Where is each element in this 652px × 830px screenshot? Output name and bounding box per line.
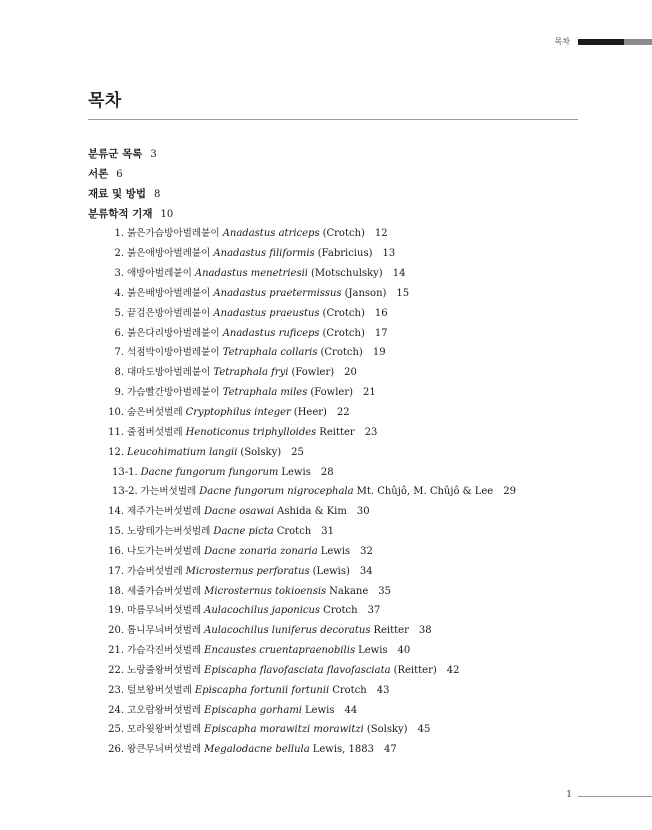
toc-author: Crotch bbox=[276, 526, 312, 538]
toc-species-entry[interactable] bbox=[88, 383, 588, 403]
header-bar-dark bbox=[578, 39, 624, 45]
toc-author: Crotch bbox=[323, 605, 358, 617]
toc-korean-name: 모라윗왕버섯벌레 bbox=[127, 724, 202, 736]
toc-species-entry[interactable] bbox=[88, 701, 588, 721]
toc-entry-number: 16. bbox=[108, 545, 124, 557]
toc-korean-name: 톱니무늬버섯벌레 bbox=[127, 625, 202, 637]
toc-entry-number: 9. bbox=[114, 387, 124, 399]
toc-page-number: 6 bbox=[116, 168, 123, 180]
toc-species-entry[interactable] bbox=[88, 720, 588, 740]
toc-page-number: 30 bbox=[356, 506, 370, 518]
toc-author: Reitter bbox=[373, 625, 409, 637]
toc-page-number: 28 bbox=[320, 466, 334, 478]
toc-entry-number: 25. bbox=[108, 724, 124, 736]
toc-page-number: 10 bbox=[160, 208, 174, 220]
toc-author: (Solsky) bbox=[366, 724, 408, 736]
toc-page-number: 29 bbox=[503, 486, 516, 498]
toc-scientific-name: Episcapha fortunii fortunii bbox=[194, 684, 330, 696]
toc-author: (Solsky) bbox=[240, 446, 282, 458]
toc-section-label: 서론 bbox=[88, 167, 109, 180]
toc-scientific-name: Episcapha morawitzi morawitzi bbox=[204, 724, 364, 736]
toc-species-entry[interactable] bbox=[88, 482, 588, 502]
toc-scientific-name: Tetraphala fryi bbox=[213, 367, 289, 379]
toc-section-label: 재료 및 방법 bbox=[88, 187, 147, 200]
toc-entry-number: 19. bbox=[108, 605, 124, 617]
toc-author: Lewis bbox=[305, 704, 335, 716]
toc-scientific-name: Anadastus praeustus bbox=[213, 307, 320, 319]
toc-author: (Crotch) bbox=[320, 347, 363, 359]
toc-section-label: 분류군 목록 bbox=[88, 148, 143, 160]
toc-species-entry[interactable] bbox=[88, 244, 588, 264]
toc-author: Reitter bbox=[319, 426, 355, 438]
toc-korean-name: 제주가는버섯벌레 bbox=[127, 506, 202, 518]
toc-scientific-name: Anadastus menetriesii bbox=[194, 268, 308, 280]
toc-author: (Crotch) bbox=[322, 307, 365, 319]
toc-page-number: 8 bbox=[154, 188, 161, 200]
toc-korean-name: 가는버섯벌레 bbox=[140, 486, 197, 498]
toc-page-number: 45 bbox=[417, 724, 431, 736]
toc-species-entry[interactable] bbox=[88, 641, 588, 661]
toc-entry-number: 15. bbox=[108, 526, 124, 538]
toc-page-number: 35 bbox=[378, 585, 391, 597]
toc-page-number: 25 bbox=[291, 446, 304, 458]
toc-entry-number: 22. bbox=[108, 664, 124, 676]
toc-entry-number: 13-1. bbox=[112, 466, 138, 478]
toc-page-number: 42 bbox=[446, 664, 460, 676]
toc-page-number: 12 bbox=[374, 228, 388, 240]
toc-section-entry[interactable] bbox=[88, 165, 588, 185]
toc-entry-number: 10. bbox=[108, 406, 124, 418]
toc-scientific-name: Aulacochilus luniferus decoratus bbox=[204, 625, 371, 637]
toc-korean-name: 고오람왕버섯벌레 bbox=[127, 704, 202, 716]
toc-section-label: 분류학적 기재 bbox=[88, 207, 153, 220]
toc-page-number: 16 bbox=[374, 307, 388, 319]
toc-scientific-name: Anadastus ruficeps bbox=[222, 327, 320, 339]
toc-korean-name: 가슴각진버섯벌레 bbox=[127, 645, 202, 657]
toc-page-number: 32 bbox=[360, 545, 373, 557]
toc-author: Mt. Chûjô, M. Chûjô & Lee bbox=[356, 486, 494, 498]
toc-section-entry[interactable] bbox=[88, 185, 588, 205]
toc-korean-name: 붉은가슴방아벌레붙이 bbox=[127, 228, 220, 240]
toc-author: Nakane bbox=[329, 585, 369, 597]
toc-scientific-name: Megalodacne bellula bbox=[204, 744, 310, 756]
toc-page-number: 34 bbox=[359, 565, 373, 577]
toc-korean-name: 세줄가슴버섯벌레 bbox=[127, 585, 202, 597]
toc-scientific-name: Microsternus perforatus bbox=[185, 565, 310, 577]
toc-species-entry[interactable] bbox=[88, 463, 588, 483]
toc-species-entry[interactable] bbox=[88, 740, 588, 760]
toc-scientific-name: Episcapha gorhami bbox=[204, 704, 303, 716]
toc-species-entry[interactable] bbox=[88, 601, 588, 621]
toc-page-number: 31 bbox=[321, 526, 334, 538]
toc-entry-number: 1. bbox=[114, 228, 124, 240]
toc-species-entry[interactable] bbox=[88, 284, 588, 304]
toc-page-number: 21 bbox=[363, 387, 376, 399]
toc-entry-number: 12. bbox=[108, 446, 124, 458]
running-header bbox=[555, 37, 652, 47]
toc-author: Lewis bbox=[320, 545, 351, 557]
toc-page-number: 19 bbox=[372, 347, 386, 359]
toc-korean-name: 털보왕버섯벌레 bbox=[127, 684, 192, 696]
toc-author: (Reitter) bbox=[393, 664, 437, 676]
toc-author: Ashida & Kim bbox=[277, 506, 347, 518]
toc-author: (Janson) bbox=[344, 287, 387, 299]
running-header-label: 목차 bbox=[554, 37, 570, 46]
toc-species-entry[interactable] bbox=[88, 224, 588, 244]
toc-section-entry[interactable] bbox=[88, 145, 588, 165]
toc-species-entry[interactable] bbox=[88, 343, 588, 363]
toc-korean-name: 숨은버섯벌레 bbox=[127, 406, 183, 418]
toc-entry-number: 18. bbox=[108, 585, 124, 597]
toc-scientific-name: Cryptophilus integer bbox=[185, 406, 291, 418]
toc-species-entry[interactable] bbox=[88, 681, 588, 701]
toc-species-entry[interactable] bbox=[88, 264, 588, 284]
toc-entry-number: 21. bbox=[108, 645, 124, 657]
toc-korean-name: 왕큰무늬버섯벌레 bbox=[127, 744, 202, 756]
toc-entry-number: 7. bbox=[114, 347, 124, 359]
toc-species-entry[interactable] bbox=[88, 522, 588, 542]
toc-species-entry[interactable] bbox=[88, 582, 588, 602]
toc-page-number: 44 bbox=[344, 704, 358, 716]
toc-page-number: 23 bbox=[364, 426, 378, 438]
toc-author: (Fabricius) bbox=[317, 248, 373, 260]
toc-scientific-name: Microsternus tokioensis bbox=[204, 585, 327, 597]
toc-species-entry[interactable] bbox=[88, 502, 588, 522]
toc-scientific-name: Dacne fungorum nigrocephala bbox=[199, 486, 354, 498]
toc-scientific-name: Aulacochilus japonicus bbox=[204, 605, 321, 617]
toc-author: (Heer) bbox=[293, 406, 327, 418]
toc-species-entry[interactable] bbox=[88, 661, 588, 681]
toc-korean-name: 마름무늬버섯벌레 bbox=[127, 605, 202, 617]
toc-scientific-name: Henoticonus triphylloides bbox=[185, 426, 317, 438]
toc-entry-number: 2. bbox=[114, 248, 124, 260]
page-title: 목차 bbox=[88, 91, 122, 111]
toc-page-number: 37 bbox=[367, 605, 381, 617]
toc-entry-number: 6. bbox=[114, 327, 124, 339]
toc-entry-number: 17. bbox=[108, 565, 124, 577]
toc-page-number: 20 bbox=[344, 367, 357, 379]
toc-page-number: 14 bbox=[392, 268, 406, 280]
toc-page-number: 3 bbox=[150, 149, 157, 160]
toc-species-entry[interactable] bbox=[88, 621, 588, 641]
toc-korean-name: 붉은배방아벌레붙이 bbox=[127, 287, 211, 299]
toc-entry-number: 13-2. bbox=[112, 486, 138, 498]
toc-species-entry[interactable] bbox=[88, 443, 588, 463]
toc-entry-number: 23. bbox=[108, 684, 124, 696]
toc-scientific-name: Dacne picta bbox=[213, 526, 274, 538]
toc-korean-name: 붉은애방아벌레붙이 bbox=[127, 248, 211, 260]
toc-page-number: 22 bbox=[336, 406, 350, 418]
toc-section-entry[interactable] bbox=[88, 205, 588, 225]
toc-page-number: 17 bbox=[374, 327, 388, 339]
toc-author: Lewis bbox=[358, 645, 388, 657]
toc-korean-name: 노랑테가는버섯벌레 bbox=[127, 526, 211, 538]
toc-scientific-name: Episcapha flavofasciata flavofasciata bbox=[204, 664, 391, 676]
toc-korean-name: 가슴버섯벌레 bbox=[127, 565, 183, 577]
toc-page-number: 43 bbox=[376, 684, 390, 696]
toc-korean-name: 끝검은방아벌레붙이 bbox=[127, 307, 211, 319]
toc-entry-number: 24. bbox=[108, 704, 124, 716]
toc-korean-name: 붉은다리방아벌레붙이 bbox=[127, 327, 220, 339]
toc-korean-name: 줄점버섯벌레 bbox=[127, 426, 183, 438]
toc-species-entry[interactable] bbox=[88, 363, 588, 383]
toc-species-entry[interactable] bbox=[88, 423, 588, 443]
table-of-contents bbox=[88, 145, 588, 760]
toc-author: Crotch bbox=[332, 684, 367, 696]
toc-entry-number: 11. bbox=[108, 426, 124, 438]
toc-author: (Fowler) bbox=[310, 387, 354, 399]
toc-species-entry[interactable] bbox=[88, 403, 588, 423]
toc-scientific-name: Dacne fungorum fungorum bbox=[140, 466, 279, 478]
page-number: 1 bbox=[566, 790, 572, 800]
toc-author: (Crotch) bbox=[322, 228, 365, 240]
toc-korean-name: 석점박이방아벌레붙이 bbox=[127, 347, 220, 359]
toc-scientific-name: Anadastus atriceps bbox=[222, 228, 320, 240]
toc-scientific-name: Anadastus praetermissus bbox=[213, 287, 342, 299]
toc-species-entry[interactable] bbox=[88, 324, 588, 344]
toc-scientific-name: Dacne osawai bbox=[204, 506, 275, 518]
toc-entry-number: 3. bbox=[114, 268, 124, 280]
toc-entry-number: 5. bbox=[114, 307, 124, 319]
toc-entry-number: 4. bbox=[114, 287, 124, 299]
toc-entry-number: 26. bbox=[108, 744, 124, 756]
toc-page-number: 13 bbox=[382, 248, 396, 260]
toc-author: (Fowler) bbox=[291, 367, 335, 379]
toc-species-entry[interactable] bbox=[88, 542, 588, 562]
toc-scientific-name: Tetraphala miles bbox=[222, 387, 308, 399]
toc-entry-number: 14. bbox=[108, 506, 124, 518]
footer-rule bbox=[578, 796, 652, 797]
toc-korean-name: 대마도방아벌레붙이 bbox=[127, 367, 211, 379]
toc-korean-name: 애방아벌레붙이 bbox=[127, 268, 192, 280]
toc-author: Lewis bbox=[281, 466, 311, 478]
toc-scientific-name: Leucohimatium langii bbox=[127, 446, 238, 458]
toc-korean-name: 가슴빨간방아벌레붙이 bbox=[127, 387, 220, 399]
toc-page-number: 40 bbox=[397, 645, 411, 657]
toc-entry-number: 8. bbox=[114, 367, 124, 379]
toc-page-number: 15 bbox=[396, 287, 410, 299]
toc-species-entry[interactable] bbox=[88, 304, 588, 324]
toc-author: Lewis, 1883 bbox=[312, 744, 374, 756]
toc-author: (Lewis) bbox=[312, 565, 350, 577]
toc-author: (Motschulsky) bbox=[310, 268, 383, 280]
toc-scientific-name: Encaustes cruentapraenobilis bbox=[204, 645, 356, 657]
toc-entry-number: 20. bbox=[108, 625, 124, 637]
toc-korean-name: 나도가는버섯벌레 bbox=[127, 545, 202, 557]
toc-species-entry[interactable] bbox=[88, 562, 588, 582]
toc-scientific-name: Tetraphala collaris bbox=[222, 347, 318, 359]
header-bar-light bbox=[624, 39, 652, 45]
toc-scientific-name: Dacne zonaria zonaria bbox=[204, 545, 318, 557]
toc-page-number: 47 bbox=[383, 744, 397, 756]
toc-korean-name: 노랑줄왕버섯벌레 bbox=[127, 664, 202, 676]
toc-page-number: 38 bbox=[418, 625, 432, 637]
toc-author: (Crotch) bbox=[322, 327, 365, 339]
title-divider bbox=[88, 119, 578, 120]
toc-scientific-name: Anadastus filiformis bbox=[213, 248, 315, 260]
